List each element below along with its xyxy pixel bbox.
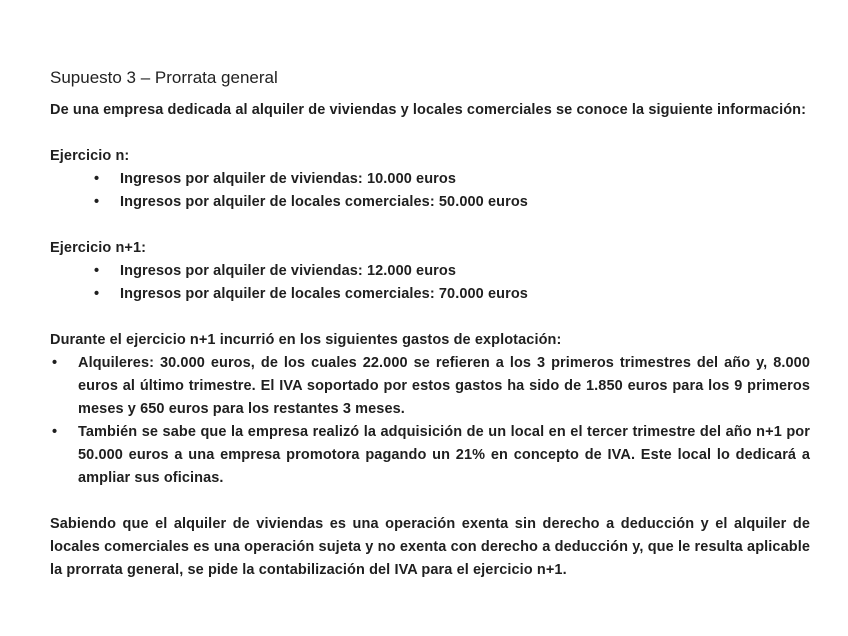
bullet-icon: • [52, 424, 58, 440]
spacer [50, 490, 810, 513]
list-item [50, 421, 810, 490]
list-item [94, 168, 810, 191]
spacer [50, 214, 810, 237]
intro-paragraph: De una empresa dedicada al alquiler de viviendas y locales comerciales se conoce la siguiente información: [50, 102, 807, 118]
conclusion-paragraph: Sabiendo que el alquiler de viviendas es una operación exenta sin derecho a deducción y el alquiler de locales comerciales es una operación sujeta y no exenta con derecho a deducción y, que le resulta aplicable la prorrata general, se pide la contabilización del IVA para el ejercicio n+1. [50, 516, 810, 578]
spacer [50, 122, 810, 145]
list-item-text: Ingresos por alquiler de viviendas: 12.000 euros [120, 263, 457, 279]
document-title: Supuesto 3 – Prorrata general [50, 68, 278, 87]
expenses-label: Durante el ejercicio n+1 incurrió en los siguientes gastos de explotación: [50, 332, 562, 348]
bullet-icon: • [52, 355, 58, 371]
year-n1-list [50, 260, 810, 306]
year-n-list [50, 168, 810, 214]
list-item [94, 191, 810, 214]
bullet-icon: • [94, 194, 100, 210]
bullet-icon: • [94, 263, 100, 279]
list-item [94, 283, 810, 306]
list-item-text: Ingresos por alquiler de viviendas: 10.000 euros [120, 171, 457, 187]
list-item [50, 352, 810, 421]
list-item-text: También se sabe que la empresa realizó la adquisición de un local en el tercer trimestre del año n+1 por 50.000 euros a una empresa promotora pagando un 21% en concepto de IVA. Este local lo dedicará a ampliar sus oficinas. [78, 424, 810, 486]
list-item-text: Ingresos por alquiler de locales comerciales: 70.000 euros [120, 286, 528, 302]
list-item-text: Alquileres: 30.000 euros, de los cuales 22.000 se refieren a los 3 primeros trimestres del año y, 8.000 euros al último trimestre. El IVA soportado por estos gastos ha sido de 1.850 euros para los 9 primeros meses y 650 euros para los restantes 3 meses. [78, 355, 810, 417]
list-item [94, 260, 810, 283]
expenses-list [50, 352, 810, 490]
list-item-text: Ingresos por alquiler de locales comerciales: 50.000 euros [120, 194, 528, 210]
bullet-icon: • [94, 286, 100, 302]
year-n-label: Ejercicio n: [50, 148, 130, 164]
spacer [50, 306, 810, 329]
document-page [50, 66, 810, 582]
year-n1-label: Ejercicio n+1: [50, 240, 147, 256]
bullet-icon: • [94, 171, 100, 187]
